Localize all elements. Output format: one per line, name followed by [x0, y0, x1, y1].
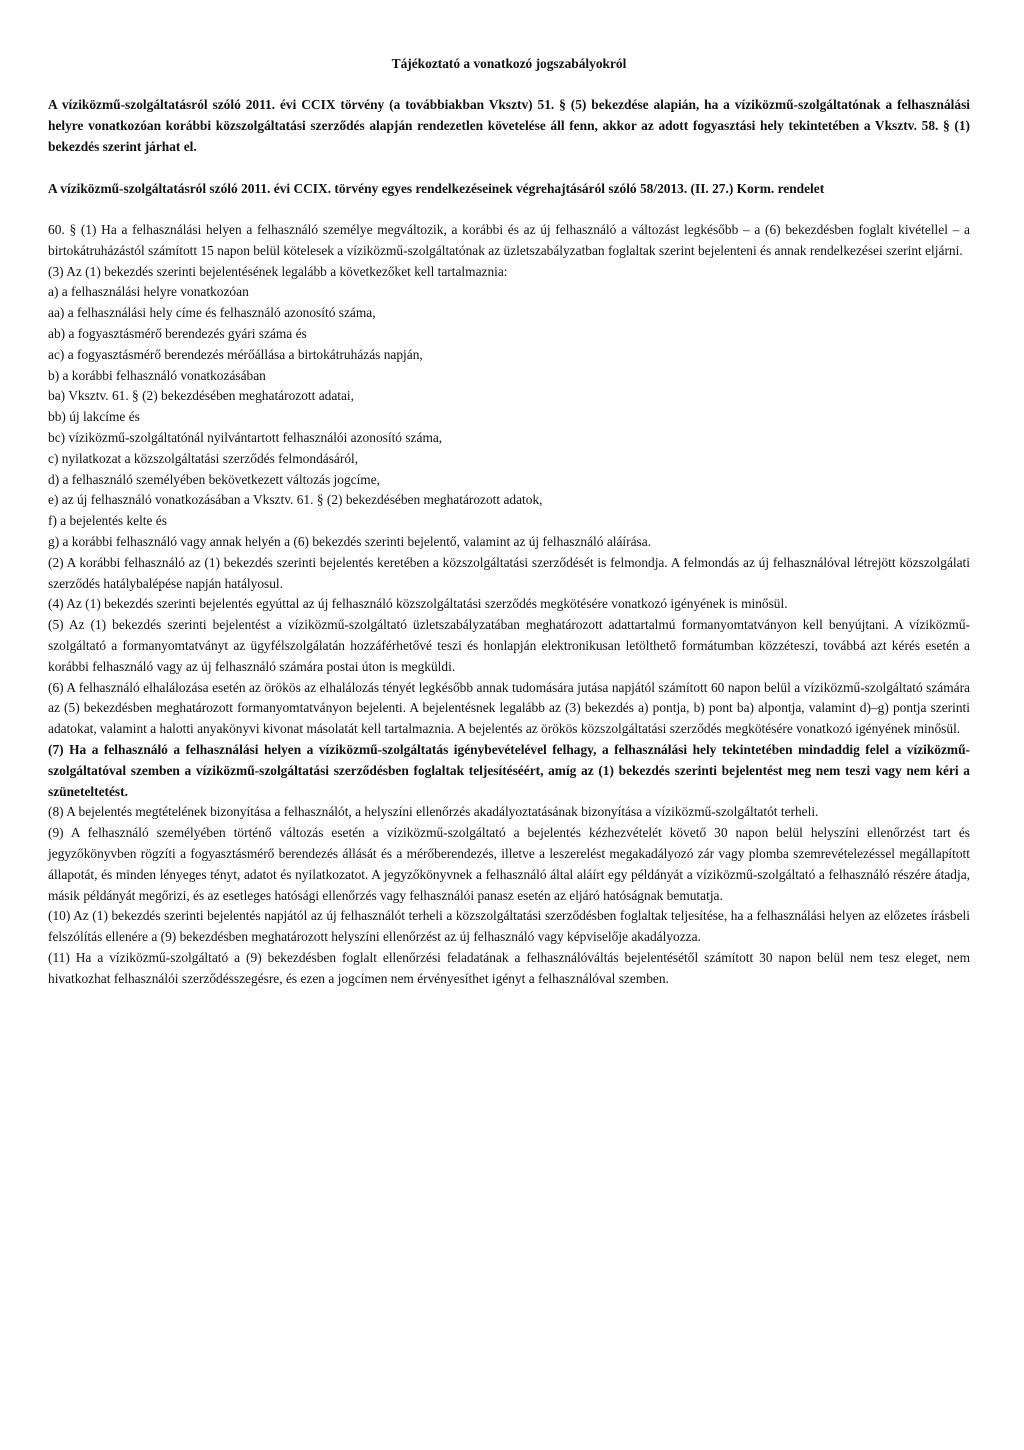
paragraph-2: (2) A korábbi felhasználó az (1) bekezdés szerinti bejelentés keretében a közszolgáltatási szerződését is felmondja. A felmondás az új felhasználóval létrejött közszolgálati szerződés hatálybalépése napján hatályosul. — [48, 554, 970, 591]
list-item-ab: ab) a fogyasztásmérő berendezés gyári száma és — [48, 325, 307, 341]
paragraph-4: (4) Az (1) bekezdés szerinti bejelentés egyúttal az új felhasználó közszolgáltatási szerződés megkötésére vonatkozó igényének is minősül. — [48, 596, 788, 612]
paragraph-11: (11) Ha a víziközmű-szolgáltató a (9) bekezdésben foglalt ellenőrzési feladatának a felhasználóváltás bejelentésétől számított 30 napon belül nem tesz eleget, nem hivatkozhat felhasználói szerződésszegésre, és ezen a jogcímen nem érvényesíthet igényt a felhasználóval szemben. — [48, 949, 970, 986]
list-item-g: g) a korábbi felhasználó vagy annak helyén a (6) bekezdés szerinti bejelentő, valamint az új felhasználó aláírása. — [48, 533, 652, 549]
list-item-e: e) az új felhasználó vonatkozásában a Vksztv. 61. § (2) bekezdésében meghatározott adatok, — [48, 492, 543, 508]
paragraph-6: (6) A felhasználó elhalálozása esetén az örökös az elhalálozás tényét legkésőbb annak tudomására jutása napjától számított 60 napon belül a víziközmű-szolgáltató számára az (5) bekezdésben meghatározott formanyomtatványon bejelenti. A bejelentésnek legalább az (3) bekezdés a) pontja, b) pont ba) alpontja, valamint d)–g) pontja szerinti adatokat, valamint a halotti anyakönyvi kivonat másolatát kell tartalmaznia. A bejelentés az örökös közszolgáltatási szerződés megkötésére vonatkozó igényének minősül. — [48, 679, 970, 737]
paragraph-8: (8) A bejelentés megtételének bizonyítása a felhasználót, a helyszíni ellenőrzés akadályoztatásának bizonyítása a víziközmű-szolgáltatót terheli. — [48, 804, 819, 820]
paragraph-7: (7) Ha a felhasználó a felhasználási helyen a víziközmű-szolgáltatás igénybevételével felhagy, a felhasználási hely tekintetében mindaddig felel a víziközmű-szolgáltatóval szemben a víziközmű-szolgáltatási szerződésben foglaltak teljesítéséért, amíg az (1) bekezdés szerinti bejelentést meg nem teszi vagy nem kéri a szüneteltetést. — [48, 741, 970, 799]
paragraph-10: (10) Az (1) bekezdés szerinti bejelentés napjától az új felhasználót terheli a közszolgáltatási szerződésben foglaltak teljesítése, ha a felhasználási helyen az előzetes írásbeli felszólítás ellenére a (9) bekezdésben meghatározott helyszíni ellenőrzést az új felhasználó vagy képviselője akadályozza. — [48, 908, 970, 945]
list-item-f: f) a bejelentés kelte és — [48, 513, 167, 529]
paragraph-9: (9) A felhasználó személyében történő változás esetén a víziközmű-szolgáltató a bejelentés kézhezvételét követő 30 napon belül helyszíni ellenőrzést tart és jegyzőkönyvben rögzíti a fogyasztásmérő berendezés állását és a mérőberendezés, illetve a leszerelést megakadályozó zár vagy plomba szemrevételezéssel megállapított állapotát, és minden lényeges tényt, adatot és nyilatkozatot. A jegyzőkönyvnek a felhasználó által aláírt egy példányát a víziközmű-szolgáltató a felhasználó részére átadja, másik példányát megőrizi, és az esetleges hatósági ellenőrzés vagy felhasználói panasz esetén az eljáró hatóságnak bemutatja. — [48, 825, 970, 903]
list-item-bc: bc) víziközmű-szolgáltatónál nyilvántartott felhasználói azonosító száma, — [48, 429, 443, 445]
paragraph-3: (3) Az (1) bekezdés szerinti bejelentésének legalább a következőket kell tartalmaznia: — [48, 263, 508, 279]
paragraph-5: (5) Az (1) bekezdés szerinti bejelentést a víziközmű-szolgáltató üzletszabályzatában meghatározott adattartalmú formanyomtatványon kell benyújtani. A víziközmű-szolgáltató a formanyomtatványt az ügyfélszolgálatán hozzáférhetővé teszi és honlapján elektronikusan letölthető formátumban közzéteszi, továbbá azt kérés esetén a korábbi felhasználó vagy az új felhasználó számára postai úton is megküldi. — [48, 617, 970, 674]
list-item-ac: ac) a fogyasztásmérő berendezés mérőállása a birtokátruházás napján, — [48, 346, 423, 362]
document-title: Tájékoztató a vonatkozó jogszabályokról — [391, 56, 627, 71]
list-item-c: c) nyilatkozat a közszolgáltatási szerződés felmondásáról, — [48, 450, 359, 466]
list-item-d: d) a felhasználó személyében bekövetkezett változás jogcíme, — [48, 471, 381, 487]
list-item-bb: bb) új lakcíme és — [48, 409, 140, 425]
intro-paragraph: A víziközmű-szolgáltatásról szóló 2011. évi CCIX törvény (a továbbiakban Vksztv) 51. § (5) bekezdése alapián, ha a víziközmű-szolgáltatónak a felhasználási helyre vonatkozóan korábbi közszolgáltatási szerződés alapján rendezetlen követelése áll fenn, akkor az adott fogyasztási hely tekintetében a Vksztv. 58. § (1) bekezdés szerint járhat el. — [48, 97, 970, 154]
list-item-a: a) a felhasználási helyre vonatkozóan — [48, 284, 249, 300]
decree-title: A víziközmű-szolgáltatásról szóló 2011. évi CCIX. törvény egyes rendelkezéseinek végrehajtásáról szóló 58/2013. (II. 27.) Korm. rendelet — [48, 181, 825, 196]
paragraph-60-1: 60. § (1) Ha a felhasználási helyen a felhasználó személye megváltozik, a korábbi és az új felhasználó a változást legkésőbb – a (6) bekezdésben foglalt kivétellel – a birtokátruházástól számított 15 napon belül kötelesek a víziközmű-szolgáltatónak az üzletszabályzatban foglaltak szerint bejelenteni és annak rendelkezései szerint eljárni. — [48, 222, 970, 258]
list-item-aa: aa) a felhasználási hely címe és felhasználó azonosító száma, — [48, 305, 376, 321]
decree-body — [48, 220, 970, 989]
list-item-b: b) a korábbi felhasználó vonatkozásában — [48, 367, 266, 383]
list-item-ba: ba) Vksztv. 61. § (2) bekezdésében meghatározott adatai, — [48, 388, 355, 404]
